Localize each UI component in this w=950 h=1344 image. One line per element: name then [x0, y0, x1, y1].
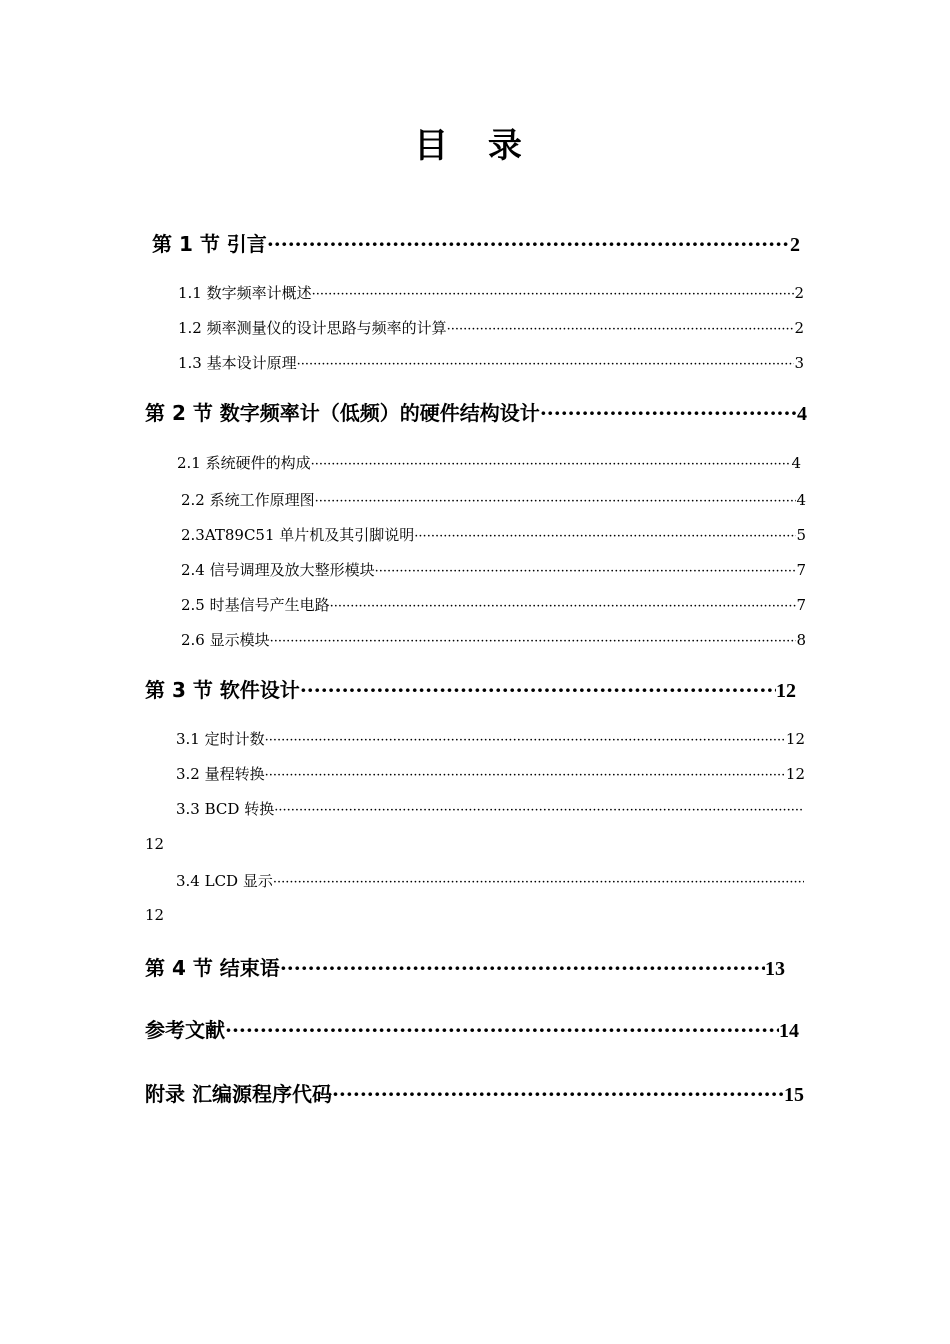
- toc-leader: [315, 494, 797, 509]
- toc-leader: [540, 401, 797, 425]
- toc-page-number: 12: [785, 765, 805, 783]
- toc-entry-1-1[interactable]: [178, 282, 804, 303]
- toc-entry-label: 2.1 系统硬件的构成: [177, 454, 311, 472]
- toc-entry-label: 第 2 节 数字频率计（低频）的硬件结构设计: [145, 401, 540, 425]
- toc-entry-label: 2.3AT89C51 单片机及其引脚说明: [181, 526, 415, 544]
- toc-page-number: 5: [796, 526, 806, 544]
- toc-leader: [414, 529, 796, 544]
- toc-leader: [375, 564, 797, 579]
- toc-entry-label: 第 1 节 引言: [152, 232, 267, 256]
- toc-entry-2-2[interactable]: [181, 489, 806, 510]
- toc-leader: [274, 803, 804, 818]
- toc-entry-label: 参考文献: [145, 1018, 225, 1042]
- page-title: 目 录: [414, 126, 536, 166]
- toc-entry-section-1[interactable]: [152, 228, 800, 257]
- toc-entry-label: 3.2 量程转换: [176, 765, 265, 783]
- toc-entry-label: 3.4 LCD 显示: [176, 872, 273, 890]
- toc-page-number: 12: [776, 680, 796, 702]
- toc-entry-label: 2.6 显示模块: [181, 631, 270, 649]
- toc-leader: [297, 357, 795, 372]
- toc-entry-label: 3.1 定时计数: [176, 730, 265, 748]
- toc-entry-3-1[interactable]: [176, 728, 805, 749]
- toc-entry-label: 1.1 数字频率计概述: [178, 284, 312, 302]
- toc-leader: [280, 956, 765, 980]
- toc-entry-label: 第 3 节 软件设计: [145, 678, 300, 702]
- toc-entry-section-3[interactable]: [145, 674, 796, 703]
- toc-entry-3-2[interactable]: [176, 763, 805, 784]
- toc-entry-2-5[interactable]: [181, 594, 806, 615]
- toc-page-number: 4: [796, 491, 806, 509]
- toc-page-number: 7: [796, 596, 806, 614]
- toc-entry-3-3[interactable]: [176, 798, 804, 819]
- toc-entry-3-4[interactable]: [176, 870, 804, 891]
- toc-page-number: 13: [765, 958, 785, 980]
- toc-leader: [270, 634, 797, 649]
- toc-leader: [311, 457, 792, 472]
- toc-leader: [330, 599, 797, 614]
- toc-entry-label: 2.4 信号调理及放大整形模块: [181, 561, 375, 579]
- toc-page-number: 8: [796, 631, 806, 649]
- toc-page-number: 2: [794, 319, 804, 337]
- toc-leader: [225, 1018, 779, 1042]
- toc-entry-2-6[interactable]: [181, 629, 806, 650]
- toc-page-number: 2: [790, 234, 800, 256]
- toc-page-number: 12: [145, 835, 165, 853]
- toc-entry-2-1[interactable]: [177, 452, 801, 473]
- toc-leader: [265, 733, 786, 748]
- toc-leader: [447, 322, 795, 337]
- toc-page-number: 4: [797, 403, 807, 425]
- toc-entry-section-4[interactable]: [145, 952, 785, 981]
- toc-page-number: 7: [796, 561, 806, 579]
- toc-leader: [332, 1082, 784, 1106]
- toc-entry-2-3[interactable]: [181, 524, 806, 545]
- toc-page-number: 15: [784, 1084, 804, 1106]
- toc-entry-section-2[interactable]: [145, 397, 807, 426]
- toc-page-number: 12: [145, 906, 165, 924]
- toc-entry-1-3[interactable]: [178, 352, 804, 373]
- toc-entry-appendix[interactable]: [145, 1078, 804, 1107]
- toc-entry-1-2[interactable]: [178, 317, 804, 338]
- toc-page-number: 14: [779, 1020, 799, 1042]
- toc-leader: [267, 232, 790, 256]
- toc-entry-label: 第 4 节 结束语: [145, 956, 280, 980]
- toc-leader: [265, 768, 786, 783]
- toc-page-number: 12: [785, 730, 805, 748]
- toc-entry-label: 3.3 BCD 转换: [176, 800, 275, 818]
- toc-leader: [312, 287, 795, 302]
- toc-entry-references[interactable]: [145, 1014, 799, 1043]
- toc-entry-label: 1.2 频率测量仪的设计思路与频率的计算: [178, 319, 447, 337]
- toc-page-number: 3: [794, 354, 804, 372]
- toc-entry-label: 1.3 基本设计原理: [178, 354, 297, 372]
- toc-leader: [273, 875, 804, 890]
- toc-entry-label: 2.2 系统工作原理图: [181, 491, 315, 509]
- toc-entry-label: 2.5 时基信号产生电路: [181, 596, 330, 614]
- toc-page-number: 2: [794, 284, 804, 302]
- toc-leader: [300, 678, 776, 702]
- toc-entry-label: 附录 汇编源程序代码: [145, 1082, 332, 1106]
- toc-entry-2-4[interactable]: [181, 559, 806, 580]
- toc-page-number: 4: [791, 454, 801, 472]
